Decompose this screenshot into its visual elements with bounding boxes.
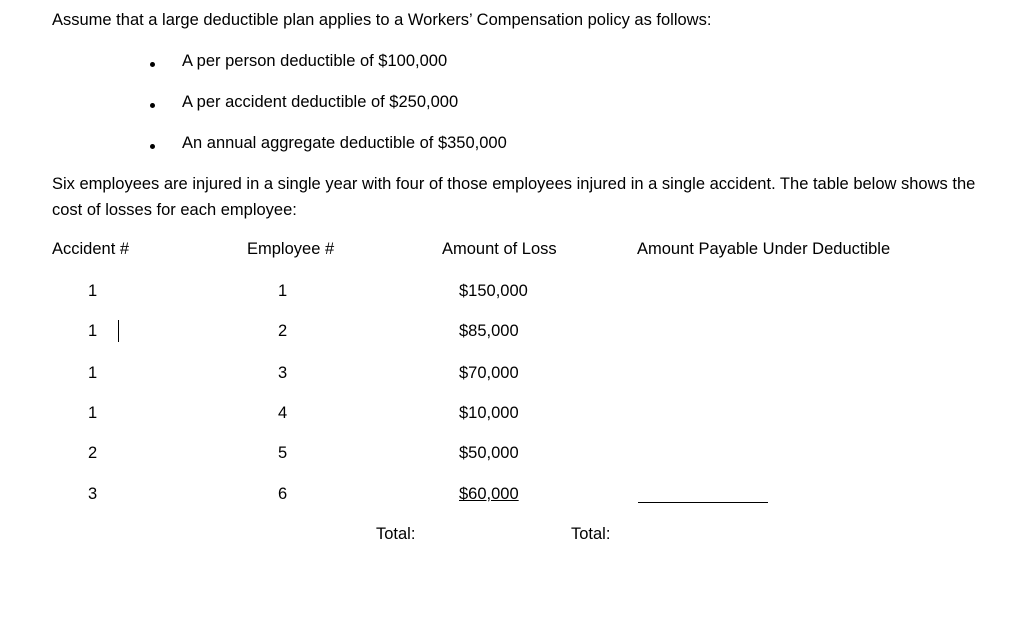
employee-cell: 1 xyxy=(278,282,288,300)
header-employee: Employee # xyxy=(247,240,335,258)
amount-cell: $60,000 xyxy=(459,485,519,503)
accident-cell: 1 xyxy=(88,364,98,382)
accident-cell: 1 xyxy=(88,404,98,422)
amount-cell: $150,000 xyxy=(459,282,528,300)
description-paragraph: Six employees are injured in a single year with four of those employees injured in a single accident. The table below shows the cost of losses for each employee: xyxy=(52,175,976,219)
employee-cell: 6 xyxy=(278,485,288,503)
bullet-dot-icon xyxy=(150,144,155,149)
total-loss-label: Total: xyxy=(376,525,416,543)
header-accident: Accident # xyxy=(52,240,130,258)
answer-blank-line[interactable] xyxy=(638,502,768,503)
bullet-dot-icon xyxy=(150,103,155,108)
amount-cell: $70,000 xyxy=(459,364,519,382)
amount-cell: $10,000 xyxy=(459,404,519,422)
employee-cell: 3 xyxy=(278,364,288,382)
accident-cell: 3 xyxy=(88,485,98,503)
accident-cell: 1 xyxy=(88,322,98,340)
total-payable-label: Total: xyxy=(571,525,611,543)
bullet-text: A per accident deductible of $250,000 xyxy=(182,93,459,111)
amount-cell: $85,000 xyxy=(459,322,519,340)
amount-cell: $50,000 xyxy=(459,444,519,462)
bullet-text: An annual aggregate deductible of $350,000 xyxy=(182,134,507,152)
employee-cell: 4 xyxy=(278,404,288,422)
intro-text: Assume that a large deductible plan applies to a Workers’ Compensation policy as follows: xyxy=(52,11,712,29)
header-amount-of-loss: Amount of Loss xyxy=(442,240,557,258)
bullet-dot-icon xyxy=(150,62,155,67)
employee-cell: 5 xyxy=(278,444,288,462)
employee-cell: 2 xyxy=(278,322,288,340)
header-amount-payable: Amount Payable Under Deductible xyxy=(637,240,891,258)
bullet-text: A per person deductible of $100,000 xyxy=(182,52,448,70)
text-cursor-icon xyxy=(118,320,119,342)
accident-cell: 2 xyxy=(88,444,98,462)
accident-cell: 1 xyxy=(88,282,98,300)
